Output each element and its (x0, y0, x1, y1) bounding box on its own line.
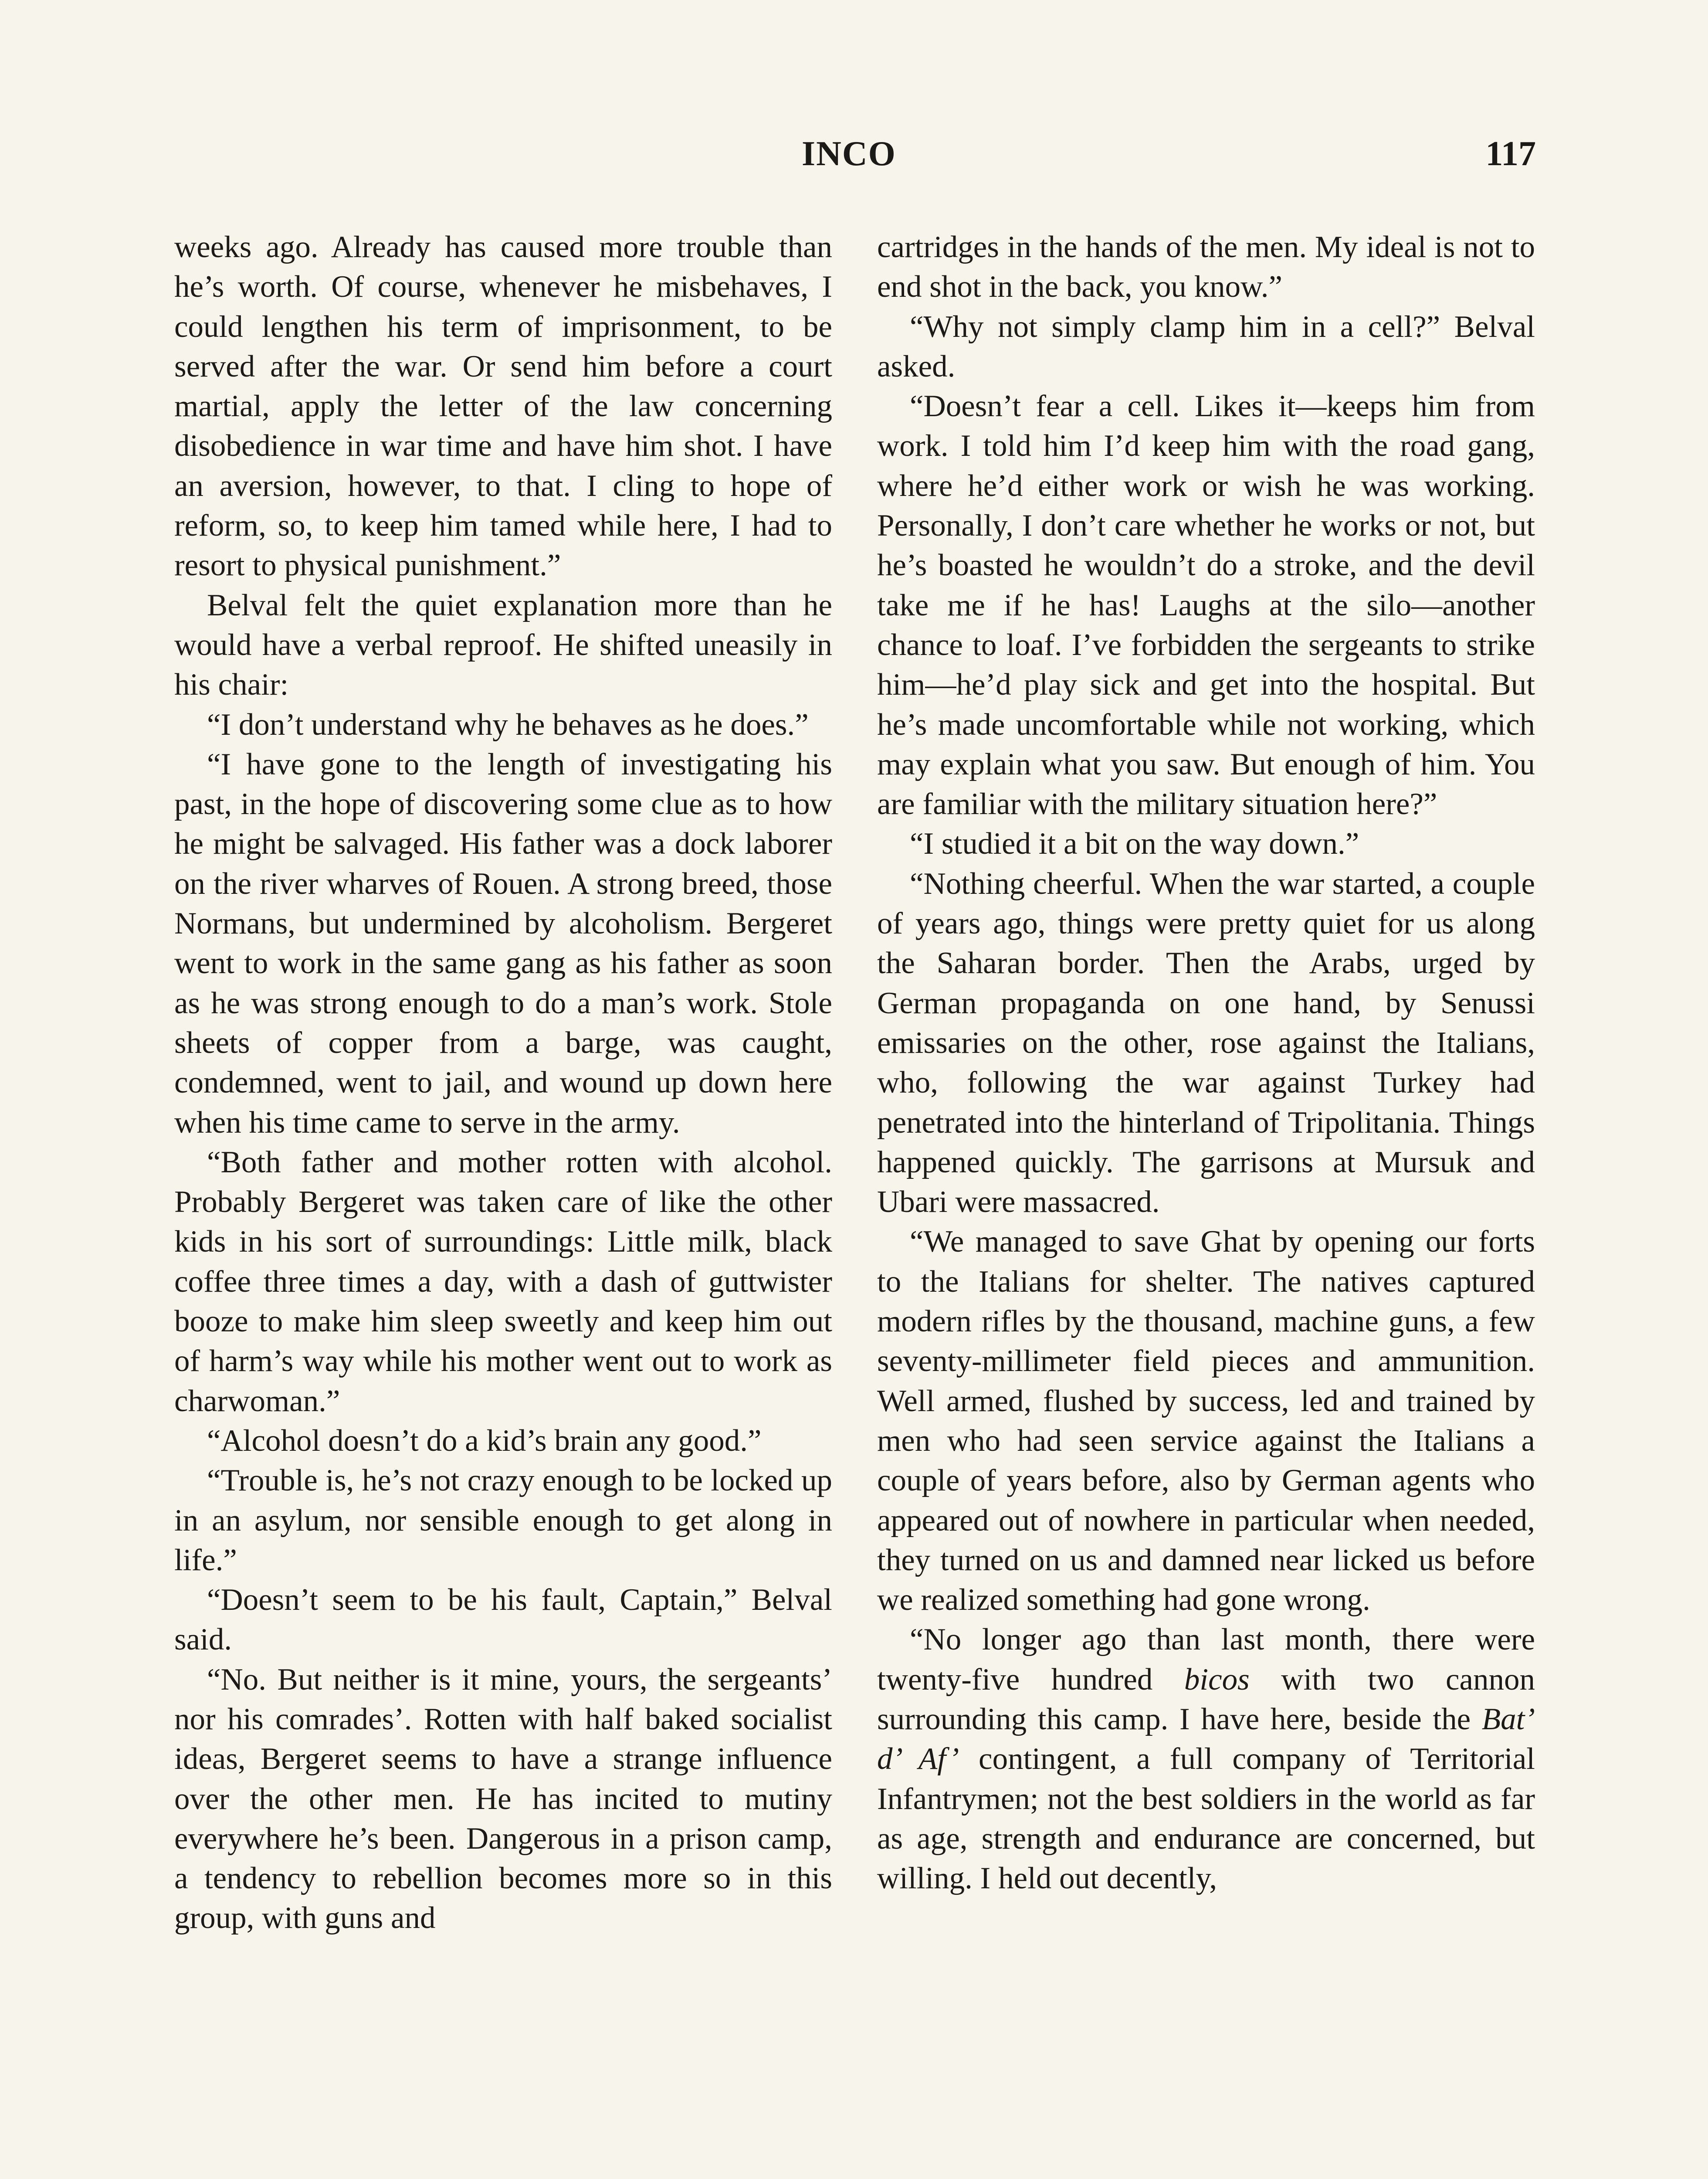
running-title: INCO (802, 135, 896, 173)
paragraph: “No. But neither is it mine, yours, the sergeants’ nor his comrades’. Rotten with half baked socialist ideas, Bergeret seems to have a strange influence over the other men. He has incited to mutiny everywhere he’s been. Dangerous in a prison camp, a tendency to rebellion becomes more so in this group, with guns and (174, 1662, 832, 1935)
paragraph: weeks ago. Already has caused more trouble than he’s worth. Of course, whenever he misbehaves, I could lengthen his term of imprisonment, to be served after the war. Or send him before a court martial, apply the letter of the law concerning disobedience in war time and have him shot. I have an aversion, however, to that. I cling to hope of reform, so, to keep him tamed while here, I had to resort to physical punishment.” (174, 230, 832, 583)
paragraph: “Doesn’t seem to be his fault, Captain,” Belval said. (174, 1583, 832, 1657)
paragraph: “Nothing cheerful. When the war started, a couple of years ago, things were pretty quiet for us along the Saharan border. Then the Arabs, urged by German propaganda on one hand, by Senussi emissaries on the other, rose against the Italians, who, following the war against Turkey had penetrated into the hinterland of Tripolitania. Things happened quickly. The garrisons at Mursuk and Ubari were massacred. (877, 866, 1535, 1219)
paragraph: Belval felt the quiet explanation more than he would have a verbal reproof. He shifted uneasily in his chair: (174, 588, 832, 702)
paragraph: “No longer ago than last month, there were twenty-five hundred bicos with two cannon surrounding this camp. I have here, beside the Bat’ d’ Af’ contingent, a full company of Territorial Infantrymen; not the best soldiers in the world as far as age, strength and endurance are concerned, but willing. I held out decently, (877, 1622, 1535, 1896)
paragraph: “I studied it a bit on the way down.” (910, 827, 1359, 861)
paragraph: “Alcohol doesn’t do a kid’s brain any good.” (207, 1423, 762, 1458)
page-header (0, 134, 1708, 182)
right-text-column (877, 227, 1535, 1898)
paragraph: “We managed to save Ghat by opening our forts to the Italians for shelter. The natives captured modern rifles by the thousand, machine guns, a few seventy-millimeter field pieces and ammunition. Well armed, flushed by success, led and trained by men who had seen service against the Italians a couple of years before, also by German agents who appeared out of nowhere in particular when needed, they turned on us and damned near licked us before we realized something had gone wrong. (877, 1225, 1535, 1617)
paragraph: “I don’t understand why he behaves as he does.” (207, 707, 809, 742)
paragraph: “Trouble is, he’s not crazy enough to be locked up in an asylum, nor sensible enough to get along in life.” (174, 1463, 832, 1577)
paragraph: “Doesn’t fear a cell. Likes it—keeps him from work. I told him I’d keep him with the road gang, where he’d either work or wish he was working. Personally, I don’t care whether he works or not, but he’s boasted he wouldn’t do a stroke, and the devil take me if he has! Laughs at the silo—another chance to loaf. I’ve forbidden the sergeants to strike him—he’d play sick and get into the hospital. But he’s made uncomfortable while not working, which may explain what you saw. But enough of him. You are familiar with the military situation here?” (877, 389, 1535, 821)
page-number: 117 (1485, 135, 1536, 173)
paragraph: “Why not simply clamp him in a cell?” Belval asked. (877, 309, 1535, 384)
paragraph: “I have gone to the length of investigating his past, in the hope of discovering some clue as to how he might be salvaged. His father was a dock laborer on the river wharves of Rouen. A strong breed, those Normans, but undermined by alcoholism. Bergeret went to work in the same gang as his father as soon as he was strong enough to do a man’s work. Stole sheets of copper from a barge, was caught, condemned, went to jail, and wound up down here when his time came to serve in the army. (174, 747, 832, 1140)
paragraph: “Both father and mother rotten with alcohol. Probably Bergeret was taken care of like the other kids in his sort of surroundings: Little milk, black coffee three times a day, with a dash of guttwister booze to make him sleep sweetly and keep him out of harm’s way while his mother went out to work as charwoman.” (174, 1145, 832, 1418)
paragraph: cartridges in the hands of the men. My ideal is not to end shot in the back, you know.” (877, 230, 1535, 304)
left-text-column (174, 227, 832, 1938)
